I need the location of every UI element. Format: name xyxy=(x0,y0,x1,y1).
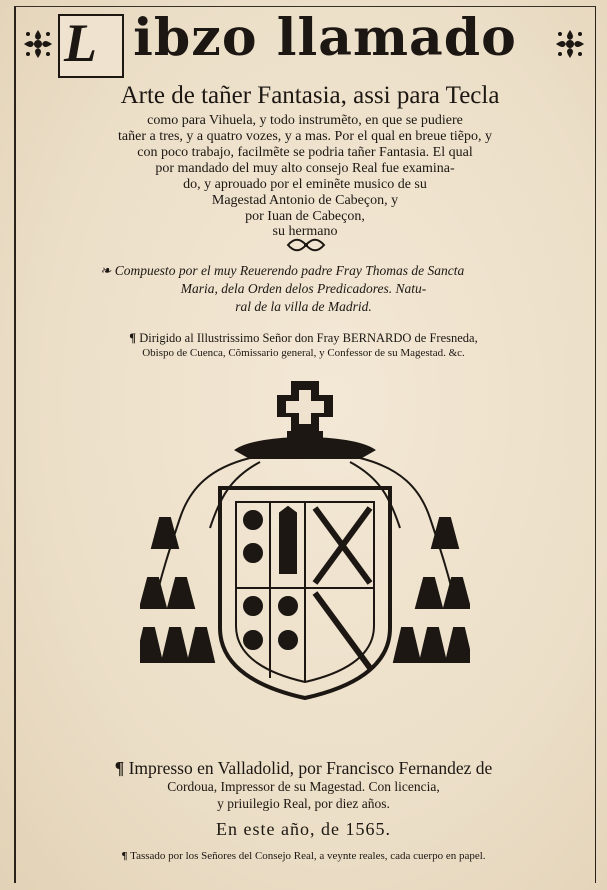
body-line: su hermano xyxy=(272,224,338,239)
pilcrow-icon: ¶ xyxy=(129,331,140,345)
subtitle: Arte de tañer Fantasia, assi para Tecla xyxy=(120,82,500,109)
imprint-line: Cordoua, Impressor de su Magestad. Con licencia, xyxy=(167,779,440,794)
dedication-line: Obispo de Cuenca, Cõmissario general, y Confessor de su Magestad. &c. xyxy=(142,347,465,359)
body-line: por mandado del muy alto consejo Real fue examina- xyxy=(155,161,455,176)
body-line: Magestad Antonio de Cabeçon, y xyxy=(211,193,399,208)
imprint-line: ¶ Impresso en Valladolid, por Francisco Fernandez de xyxy=(114,758,493,778)
publication-year-line: En este año, de 1565. xyxy=(216,819,391,839)
body-line: tañer a tres, y a quatro vozes, y a mas. Por el qual en breue tiẽpo, y xyxy=(118,129,492,144)
body-line: como para Vihuela, y todo instrumẽto, en que se pudiere xyxy=(147,113,463,128)
fleuron-divider xyxy=(286,238,326,252)
author-line: ❧ Compuesto por el muy Reuerendo padre Fray Thomas de Sancta xyxy=(100,263,465,278)
price-tax-line: ¶ Tassado por los Señores del Consejo Real, a veynte reales, cada cuerpo en papel. xyxy=(121,850,486,862)
dedication-line: ¶ Dirigido al Illustrissimo Señor don Fray BERNARDO de Fresneda, xyxy=(129,331,478,345)
leaf-icon: ❧ xyxy=(100,263,115,278)
pilcrow-icon: ¶ xyxy=(114,758,129,778)
author-line: ral de la villa de Madrid. xyxy=(235,299,372,314)
fleuron-ornament-left xyxy=(22,28,54,60)
page-title: ibzo llamado xyxy=(133,8,517,68)
imprint-line: y priuilegio Real, por diez años. xyxy=(217,796,390,811)
author-line: Maria, dela Orden delos Predicadores. Natu- xyxy=(180,281,427,296)
body-line: do, y aprouado por el eminẽte musico de su xyxy=(183,177,427,192)
pilcrow-icon: ¶ xyxy=(121,850,131,862)
fleuron-ornament-right xyxy=(554,28,586,60)
coat-of-arms-woodcut xyxy=(140,378,470,718)
body-line: por Iuan de Cabeçon, xyxy=(245,209,365,224)
body-line: con poco trabajo, facilmẽte se podria tañer Fantasia. El qual xyxy=(137,145,473,160)
title-initial: L xyxy=(64,13,97,73)
